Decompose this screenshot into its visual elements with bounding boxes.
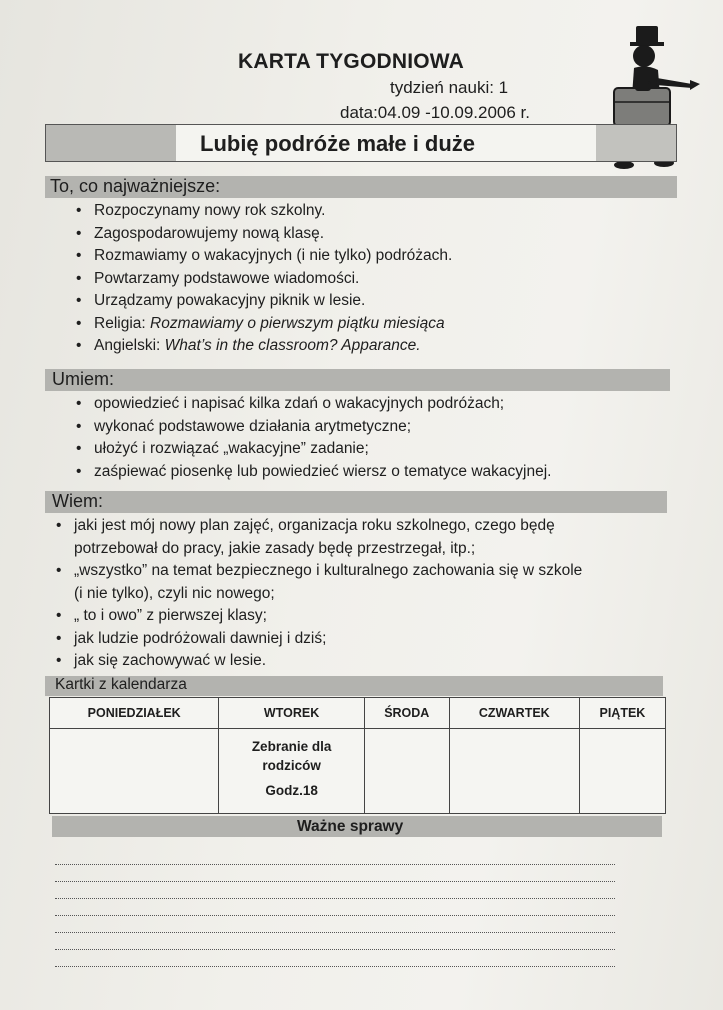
calendar-cell-friday [579, 729, 665, 814]
date-range: data:04.09 -10.09.2006 r. [340, 103, 530, 122]
calendar-body-row [50, 729, 666, 814]
list-item-continued: (i nie tylko), czyli nic nowego; [74, 584, 275, 602]
list-item: • ułożyć i rozwiązać „wakacyjne” zadanie; [76, 440, 369, 457]
writing-line [55, 864, 615, 865]
sheet-title: KARTA TYGODNIOWA [238, 50, 465, 73]
list-item: • Rozmawiamy o wakacyjnych (i nie tylko) podróżach. [76, 247, 453, 264]
calendar-cell-thursday [449, 729, 579, 814]
writing-line [55, 898, 615, 899]
calendar-cell-monday [50, 729, 219, 814]
list-item: • Zagospodarowujemy nową klasę. [76, 224, 325, 242]
calendar-day-friday: PIĄTEK [579, 698, 665, 729]
tuesday-note-line: Zebranie dla [251, 739, 332, 754]
tuesday-note-line: rodziców [262, 758, 321, 773]
most-important-list [72, 200, 452, 358]
umiem-list [72, 393, 551, 483]
list-item: • Powtarzamy podstawowe wiadomości. [76, 269, 360, 287]
important-label: Ważne sprawy [297, 818, 404, 835]
writing-line [55, 949, 615, 950]
list-item: • jak ludzie podróżowali dawniej i dziś; [56, 629, 327, 647]
calendar-cell-tuesday [219, 729, 364, 814]
calendar-day-monday: PONIEDZIAŁEK [50, 698, 219, 729]
tuesday-note-time: Godz.18 [265, 783, 318, 798]
list-item-angielski: • Angielski: What’s in the classroom? Apparance. [76, 337, 421, 354]
week-number: tydzień nauki: 1 [390, 78, 509, 97]
list-item: • zaśpiewać piosenkę lub powiedzieć wiersz o tematyce wakacyjnej. [76, 462, 552, 480]
writing-line [55, 881, 615, 882]
list-item: • „ to i owo” z pierwszej klasy; [56, 607, 267, 624]
list-item: • Rozpoczynamy nowy rok szkolny. [76, 202, 326, 219]
section-label-wiem: Wiem: [52, 491, 103, 511]
calendar-day-thursday: CZWARTEK [449, 698, 579, 729]
calendar-label: Kartki z kalendarza [55, 676, 187, 693]
writing-line [55, 915, 615, 916]
list-item: • jak się zachowywać w lesie. [56, 652, 267, 669]
list-item-continued: potrzebował do pracy, jakie zasady będę przestrzegał, itp.; [74, 539, 476, 557]
section-label-most-important: To, co najważniejsze: [50, 176, 221, 196]
title-box-shade-right [596, 125, 676, 161]
list-item: • jaki jest mój nowy plan zajęć, organizacja roku szkolnego, czego będę [56, 517, 555, 534]
theme-title: Lubię podróże małe i duże [200, 131, 476, 156]
section-bar-wiem [45, 491, 667, 513]
section-bar-umiem [45, 369, 670, 391]
title-box-shade-left [46, 125, 176, 161]
list-item-religia: • Religia: Rozmawiamy o pierwszym piątku miesiąca [76, 314, 445, 332]
writing-line [55, 932, 615, 933]
calendar-cell-wednesday [364, 729, 449, 814]
calendar-table [49, 697, 666, 814]
list-item: • wykonać podstawowe działania arytmetyczne; [76, 417, 412, 435]
calendar-header-row [50, 698, 666, 729]
calendar-day-tuesday: WTOREK [219, 698, 364, 729]
list-item: • „wszystko” na temat bezpiecznego i kulturalnego zachowania się w szkole [56, 562, 583, 579]
wiem-list [52, 515, 582, 673]
calendar-day-wednesday: ŚRODA [364, 698, 449, 729]
list-item: • opowiedzieć i napisać kilka zdań o wakacyjnych podróżach; [76, 395, 505, 412]
section-label-umiem: Umiem: [52, 369, 114, 389]
list-item: • Urządzamy powakacyjny piknik w lesie. [76, 292, 366, 309]
writing-line [55, 966, 615, 967]
